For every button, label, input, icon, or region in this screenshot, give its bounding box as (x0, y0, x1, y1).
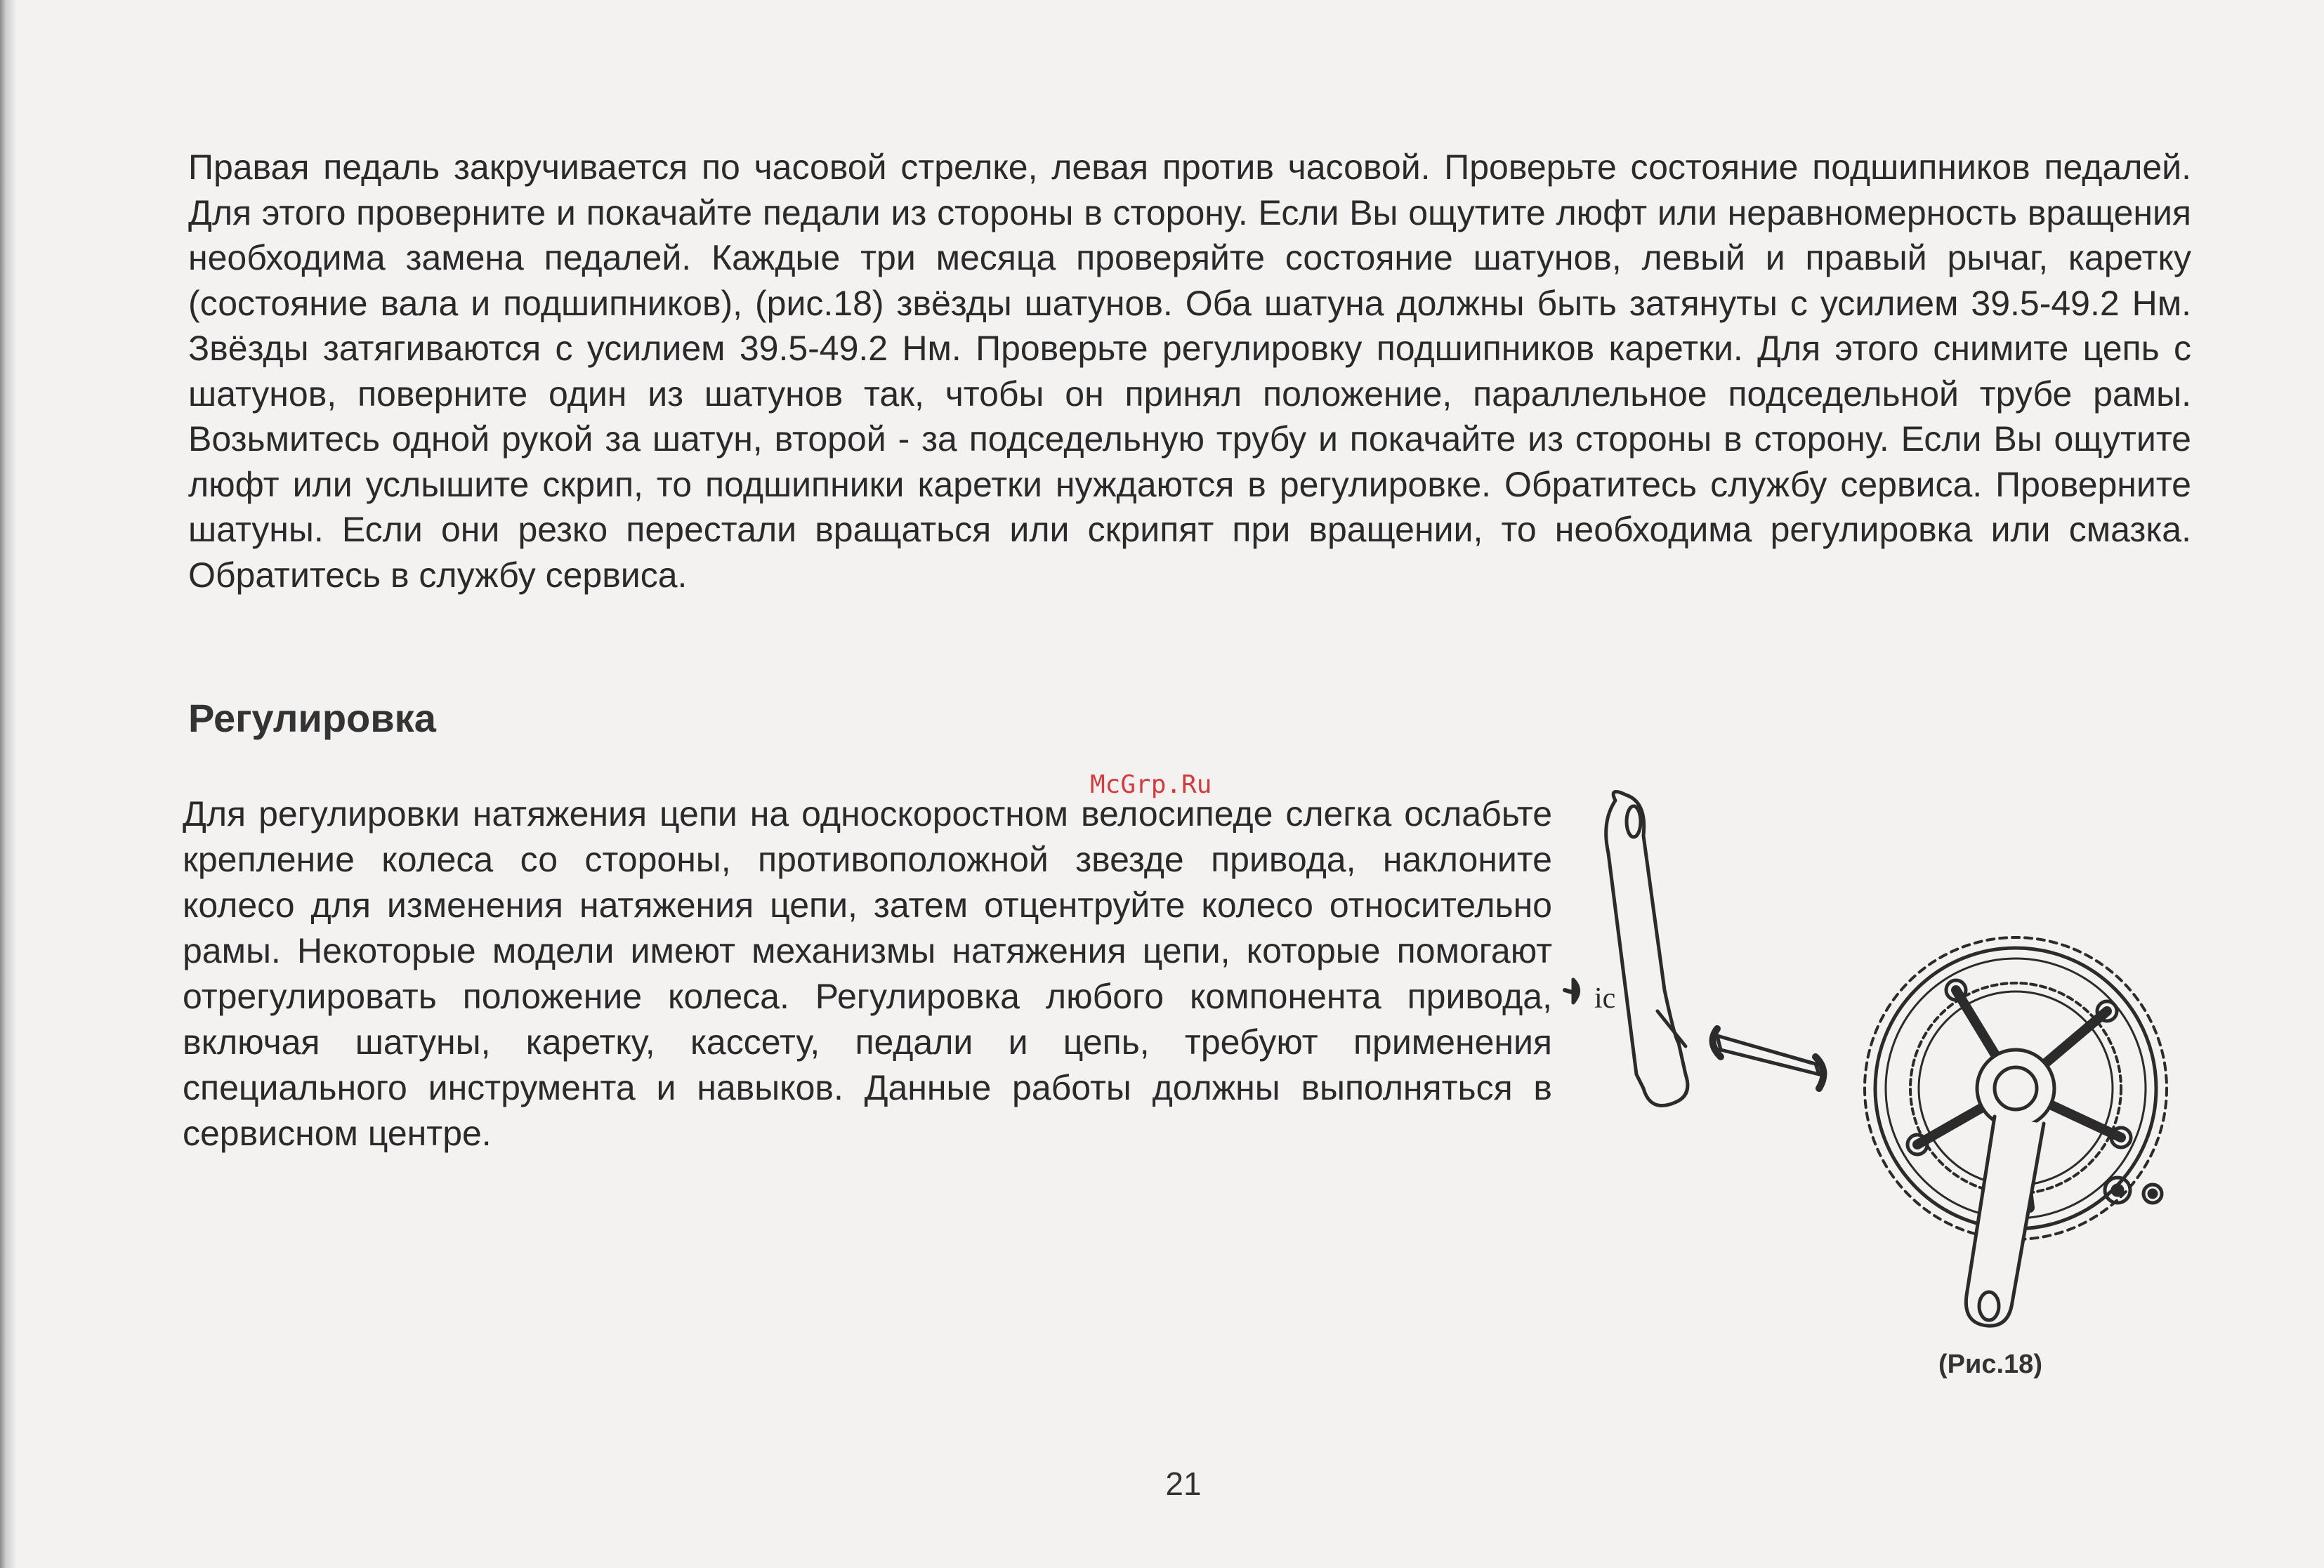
figure-caption: (Рис.18) (1938, 1350, 2042, 1379)
page-binding-edge (0, 0, 15, 1568)
page-number: 21 (1165, 1465, 1202, 1502)
svg-text:ic: ic (1594, 982, 1616, 1015)
body-paragraph-adjustment: Для регулировки натяжения цепи на односкоростном велосипеде слегка ослабьте крепление колеса со стороны, противоположной звезде привода, наклоните колесо для изменения натяжения цепи, затем отцентруйте колесо относительно рамы. Некоторые модели имеют механизмы натяжения цепи, которые помогают отрегулировать положение колеса. Регулировка любого компонента привода, включая шатуны, каретку, кассету, педали и цепь, требуют применения специального инструмента и навыков. Данные работы должны выполняться в сервисном центре. (183, 794, 1552, 1153)
body-paragraph-maintenance: Правая педаль закручивается по часовой стрелке, левая против часовой. Проверьте состояние подшипников педалей. Для этого проверните и покачайте педали из стороны в сторону. Если Вы ощутите люфт или неравномерность вращения необходима замена педалей. Каждые три месяца проверяйте состояние шатунов, левый и правый рычаг, каретку (состояние вала и подшипников), (рис.18) звёзды шатунов. Оба шатуна должны быть затянуты с усилием 39.5-49.2 Нм. Звёзды затягиваются с усилием 39.5-49.2 Нм. Проверьте регулировку подшипников каретки. Для этого снимите цепь с шатунов, поверните один из шатунов так, чтобы он принял положение, параллельное подседельной трубе рамы. Возьмитесь одной рукой за шатун, второй - за подседельную трубу и покачайте из стороны в сторону. Если Вы ощутите люфт или услышите скрип, то подшипники каретки нуждаются в регулировке. Обратитесь службу сервиса. Проверните шатуны. Если они резко перестали вращаться или скрипят при вращении, то необходима регулировка или смазка. Обратитесь в службу сервиса. (188, 147, 2191, 595)
crankset-diagram-icon (1552, 779, 2184, 1341)
watermark-link[interactable]: McGrp.Ru (1090, 770, 1212, 799)
section-heading: Регулировка (188, 696, 436, 740)
